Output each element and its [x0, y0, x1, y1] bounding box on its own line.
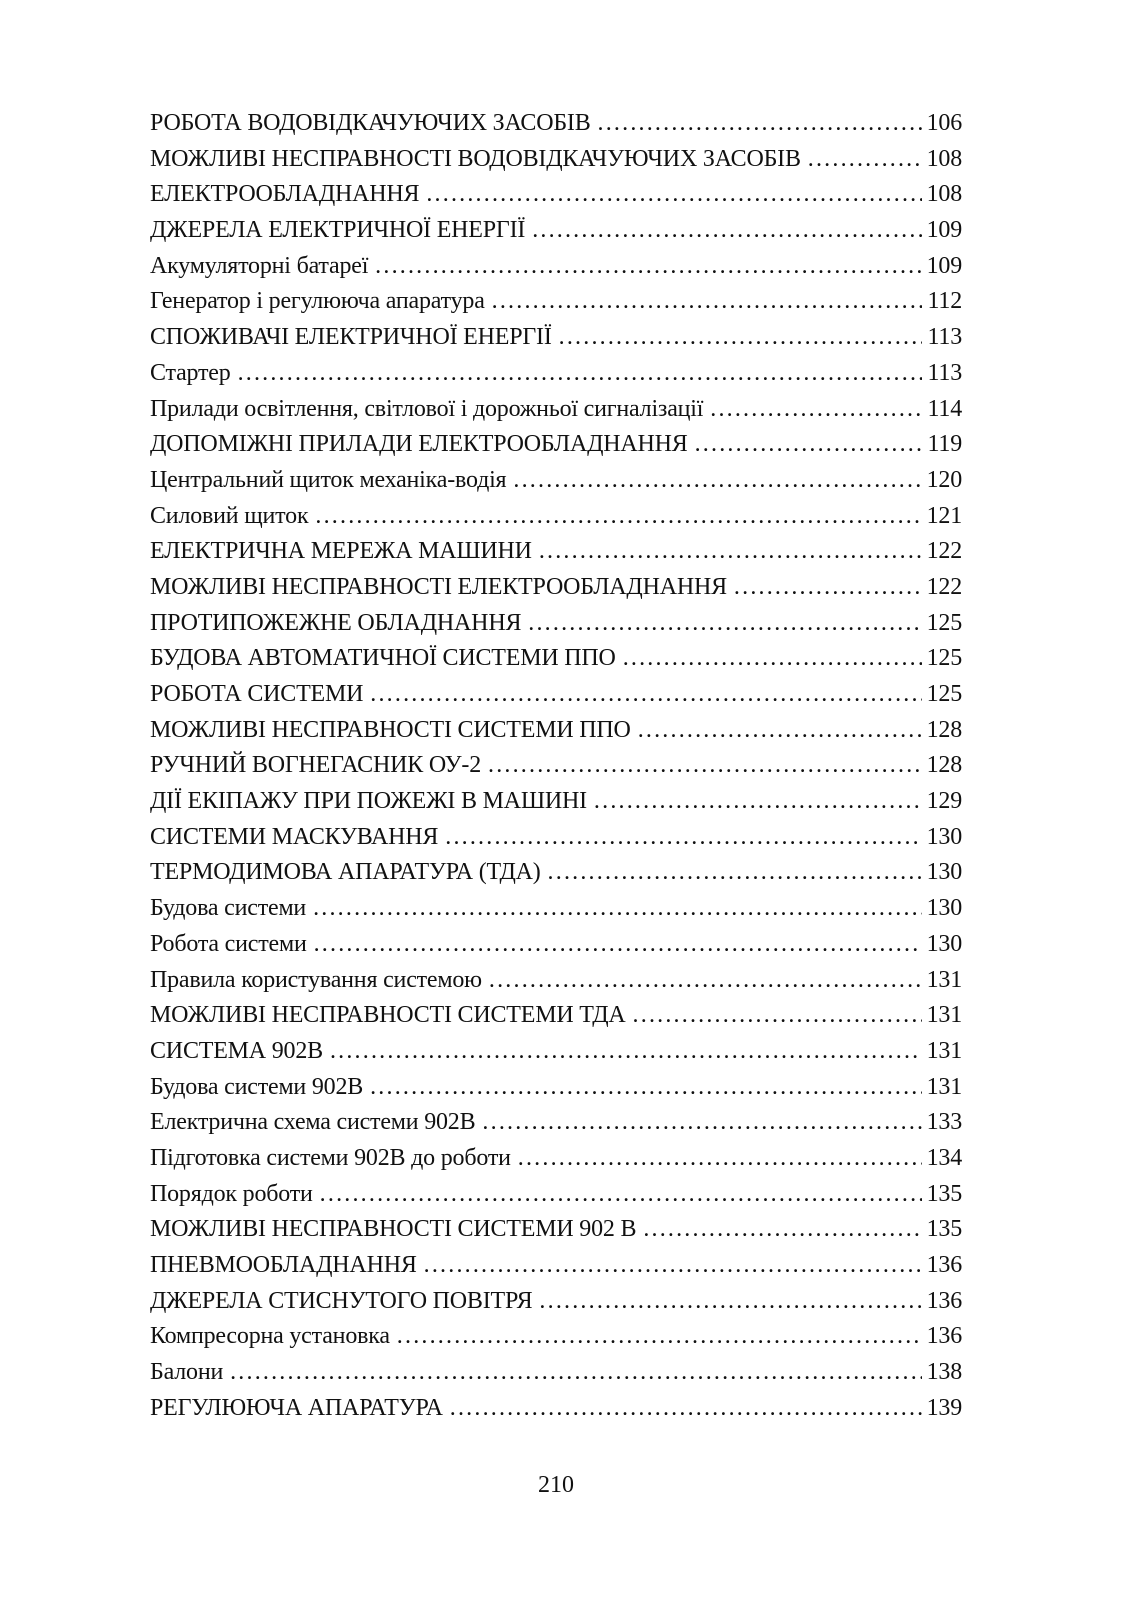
toc-entry-page-number: 122: [926, 538, 962, 565]
toc-entry-page-number: 130: [926, 823, 962, 850]
dot-leader: [532, 217, 921, 244]
toc-entry: [150, 146, 962, 182]
toc-entry: [150, 967, 962, 1003]
dot-leader: [710, 396, 922, 423]
dot-leader: [370, 681, 921, 708]
dot-leader: [594, 788, 922, 815]
dot-leader: [489, 967, 922, 994]
toc-entry-page-number: 108: [926, 145, 962, 172]
toc-entry: [150, 1216, 962, 1252]
toc-entry-page-number: 136: [926, 1323, 962, 1350]
dot-leader: [315, 503, 921, 530]
toc-entry-title: РОБОТА СИСТЕМИ: [150, 681, 364, 707]
dot-leader: [314, 931, 922, 958]
toc-entry-page-number: 122: [926, 573, 962, 600]
toc-entry: [150, 181, 962, 217]
dot-leader: [424, 1252, 922, 1279]
toc-entry-page-number: 114: [927, 395, 962, 422]
toc-entry-title: Порядок роботи: [150, 1180, 313, 1207]
toc-entry-title: РУЧНИЙ ВОГНЕГАСНИК ОУ-2: [150, 752, 481, 779]
toc-entry-title: СИСТЕМИ МАСКУВАННЯ: [150, 823, 439, 850]
toc-entry: [150, 503, 962, 539]
toc-entry: [150, 253, 962, 289]
toc-entry: [150, 895, 962, 931]
toc-entry-page-number: 135: [926, 1216, 962, 1243]
toc-entry: [150, 859, 962, 895]
toc-entry-title: Правила користування системою: [150, 966, 482, 993]
toc-entry-page-number: 135: [926, 1180, 962, 1207]
toc-entry: [150, 1252, 962, 1288]
toc-entry-title: Балони: [150, 1359, 224, 1386]
toc-entry: [150, 1181, 962, 1217]
toc-entry-page-number: 128: [926, 752, 962, 779]
toc-entry-title: Центральний щиток механіка-водія: [150, 466, 507, 493]
toc-entry: [150, 431, 962, 467]
toc-entry-page-number: 133: [926, 1109, 962, 1136]
toc-entry: [150, 681, 962, 717]
toc-entry: [150, 788, 962, 824]
dot-leader: [238, 360, 923, 387]
dot-leader: [513, 467, 921, 494]
toc-entry-title: ПНЕВМООБЛАДНАННЯ: [150, 1252, 417, 1278]
toc-entry: [150, 931, 962, 967]
toc-entry-page-number: 113: [927, 324, 962, 351]
dot-leader: [643, 1216, 921, 1243]
toc-entry-page-number: 106: [926, 110, 962, 136]
toc-entry-title: МОЖЛИВІ НЕСПРАВНОСТІ ВОДОВІДКАЧУЮЧИХ ЗАСОБІВ: [150, 145, 801, 172]
toc-entry: [150, 752, 962, 788]
toc-entry-title: Підготовка системи 902В до роботи: [150, 1144, 511, 1171]
toc-entry-title: ДОПОМІЖНІ ПРИЛАДИ ЕЛЕКТРООБЛАДНАННЯ: [150, 431, 688, 458]
toc-entry-page-number: 131: [926, 966, 962, 993]
dot-leader: [482, 1109, 921, 1136]
toc-entry-page-number: 130: [926, 895, 962, 922]
toc-entry: [150, 538, 962, 574]
toc-entry-title: МОЖЛИВІ НЕСПРАВНОСТІ СИСТЕМИ ППО: [150, 716, 631, 743]
toc-entry: [150, 360, 962, 396]
toc-entry: [150, 1395, 962, 1431]
toc-entry-title: БУДОВА АВТОМАТИЧНОЇ СИСТЕМИ ППО: [150, 645, 616, 672]
dot-leader: [375, 253, 921, 280]
dot-leader: [559, 324, 923, 351]
dot-leader: [230, 1359, 921, 1386]
dot-leader: [695, 431, 923, 458]
toc-entry: [150, 1109, 962, 1145]
toc-entry-title: МОЖЛИВІ НЕСПРАВНОСТІ ЕЛЕКТРООБЛАДНАННЯ: [150, 573, 727, 600]
toc-entry-title: ЕЛЕКТРИЧНА МЕРЕЖА МАШИНИ: [150, 538, 532, 565]
toc-entry: [150, 396, 962, 432]
toc-entry-title: Силовий щиток: [150, 502, 309, 529]
toc-entry-title: СПОЖИВАЧІ ЕЛЕКТРИЧНОЇ ЕНЕРГІЇ: [150, 324, 552, 351]
toc-entry-page-number: 131: [926, 1037, 962, 1064]
toc-entry: [150, 824, 962, 860]
toc-entry: [150, 288, 962, 324]
toc-entry-page-number: 120: [926, 466, 962, 493]
toc-entry-page-number: 121: [926, 502, 962, 529]
toc-entry: [150, 717, 962, 753]
toc-entry: [150, 574, 962, 610]
toc-entry-title: ДЖЕРЕЛА ЕЛЕКТРИЧНОЇ ЕНЕРГІЇ: [150, 217, 526, 244]
toc-entry-title: Акумуляторні батареї: [150, 252, 369, 279]
toc-entry: [150, 1323, 962, 1359]
toc-entry-title: Електрична схема системи 902В: [150, 1109, 476, 1136]
dot-leader: [548, 859, 922, 886]
toc-entry-page-number: 134: [926, 1144, 962, 1171]
toc-entry-page-number: 108: [926, 181, 962, 208]
toc-entry-page-number: 130: [926, 930, 962, 957]
dot-leader: [539, 538, 922, 565]
toc-entry-title: Стартер: [150, 359, 231, 386]
toc-entry-page-number: 125: [926, 645, 962, 672]
dot-leader: [397, 1323, 922, 1350]
toc-entry-title: Генератор і регулююча апаратура: [150, 288, 485, 315]
toc-entry: [150, 1359, 962, 1395]
dot-leader: [370, 1074, 922, 1101]
toc-entry-title: ПРОТИПОЖЕЖНЕ ОБЛАДНАННЯ: [150, 609, 522, 636]
toc-entry: [150, 1145, 962, 1181]
toc-entry-page-number: 129: [926, 788, 962, 815]
toc-entry: [150, 1288, 962, 1324]
toc-entry-title: Компресорна установка: [150, 1323, 390, 1350]
dot-leader: [450, 1395, 922, 1422]
toc-entry: [150, 324, 962, 360]
dot-leader: [445, 824, 921, 851]
toc-entry-title: ТЕРМОДИМОВА АПАРАТУРА (ТДА): [150, 859, 541, 886]
toc-entry: [150, 110, 962, 146]
toc-entry: [150, 217, 962, 253]
toc-entry-page-number: 119: [927, 431, 962, 458]
dot-leader: [492, 288, 923, 315]
toc-entry: [150, 1002, 962, 1038]
toc-entry-title: МОЖЛИВІ НЕСПРАВНОСТІ СИСТЕМИ 902 В: [150, 1216, 637, 1243]
dot-leader: [623, 645, 922, 672]
toc-entry-page-number: 112: [927, 288, 962, 315]
dot-leader: [528, 610, 921, 637]
toc-entry-page-number: 130: [926, 859, 962, 886]
toc-entry: [150, 1038, 962, 1074]
toc-entry-title: СИСТЕМА 902В: [150, 1037, 323, 1064]
toc-entry-page-number: 131: [926, 1002, 962, 1029]
dot-leader: [633, 1002, 922, 1029]
toc-entry-page-number: 125: [926, 681, 962, 707]
dot-leader: [539, 1288, 921, 1315]
toc-entry-title: ДЖЕРЕЛА СТИСНУТОГО ПОВІТРЯ: [150, 1287, 533, 1314]
toc-entry-page-number: 136: [926, 1252, 962, 1278]
toc-entry-title: Будова системи 902В: [150, 1073, 364, 1100]
dot-leader: [734, 574, 922, 601]
toc-entry-title: Робота системи: [150, 930, 307, 957]
toc-entry: [150, 1074, 962, 1110]
toc-entry-title: Прилади освітлення, світлової і дорожньої сигналізації: [150, 395, 704, 422]
dot-leader: [330, 1038, 922, 1065]
toc-entry-title: ЕЛЕКТРООБЛАДНАННЯ: [150, 181, 420, 208]
dot-leader: [488, 752, 922, 779]
toc-entry-page-number: 136: [926, 1287, 962, 1314]
toc-entry-page-number: 138: [926, 1359, 962, 1386]
toc-entry: [150, 467, 962, 503]
dot-leader: [808, 146, 922, 173]
toc-entry-page-number: 109: [926, 217, 962, 244]
toc-entry-page-number: 131: [926, 1073, 962, 1100]
toc-entry: [150, 645, 962, 681]
dot-leader: [518, 1145, 922, 1172]
dot-leader: [320, 1181, 922, 1208]
toc-entry-page-number: 125: [926, 609, 962, 636]
table-of-contents: [150, 110, 962, 1430]
toc-entry-page-number: 128: [926, 716, 962, 743]
toc-entry-title: РОБОТА ВОДОВІДКАЧУЮЧИХ ЗАСОБІВ: [150, 110, 591, 136]
toc-entry-page-number: 139: [926, 1394, 962, 1421]
dot-leader: [426, 181, 921, 208]
toc-entry-title: РЕГУЛЮЮЧА АПАРАТУРА: [150, 1394, 443, 1421]
toc-entry-title: МОЖЛИВІ НЕСПРАВНОСТІ СИСТЕМИ ТДА: [150, 1002, 626, 1029]
toc-entry-page-number: 109: [926, 252, 962, 279]
dot-leader: [598, 110, 922, 137]
dot-leader: [638, 717, 922, 744]
page-number-footer: 210: [538, 1472, 574, 1498]
toc-entry-title: ДІЇ ЕКІПАЖУ ПРИ ПОЖЕЖІ В МАШИНІ: [150, 788, 587, 815]
toc-entry: [150, 610, 962, 646]
toc-entry-page-number: 113: [927, 359, 962, 386]
dot-leader: [313, 895, 922, 922]
toc-entry-title: Будова системи: [150, 895, 307, 922]
